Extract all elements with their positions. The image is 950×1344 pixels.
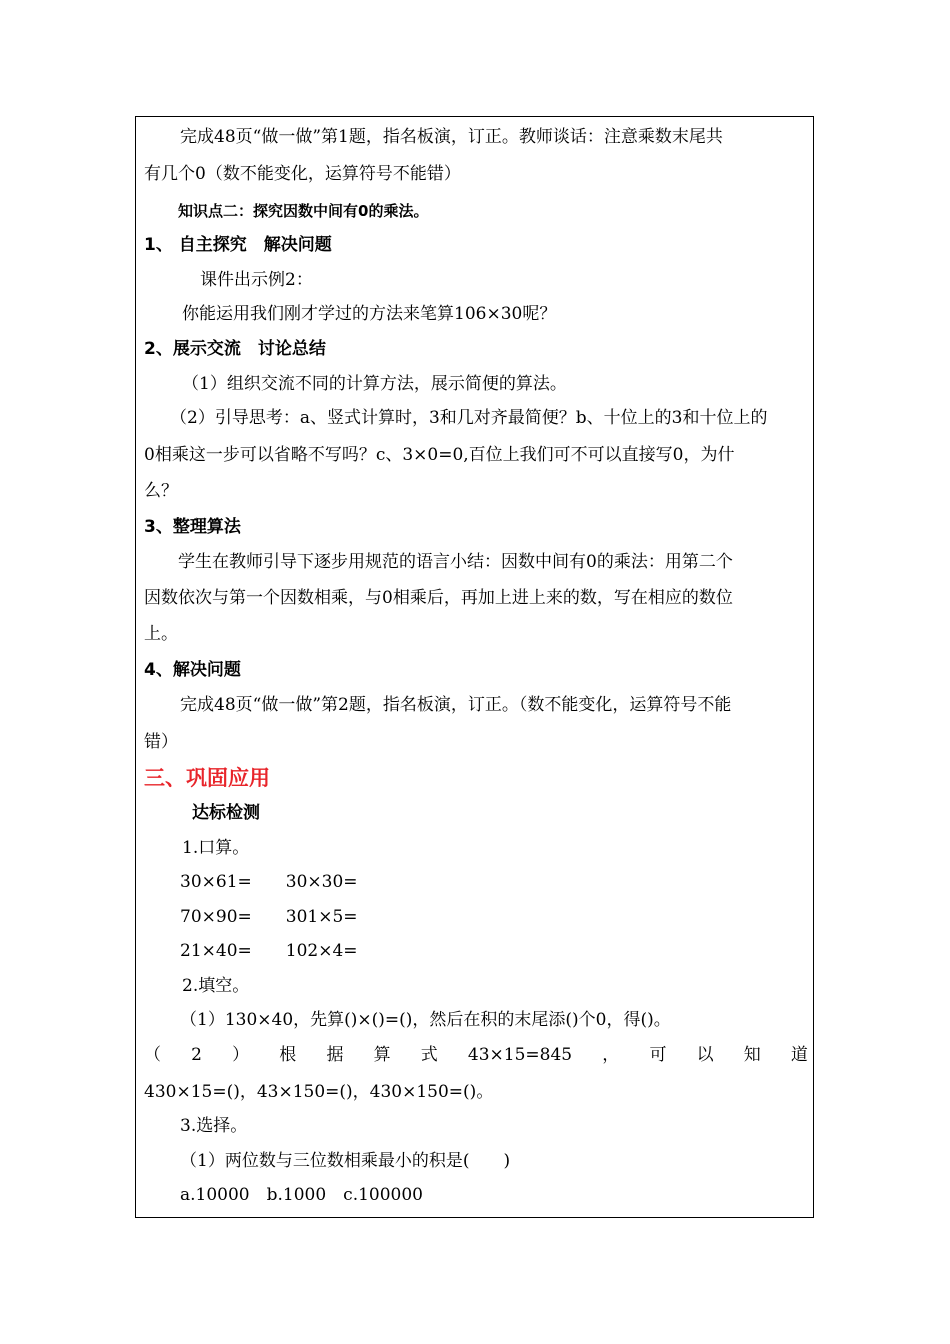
paragraph-line: 有几个0（数不能变化，运算符号不能错） [144,164,461,184]
justified-token: ， [602,1045,620,1065]
justified-token: 以 [696,1045,714,1065]
choice-options: a.10000 b.1000 c.100000 [180,1185,423,1205]
justified-token: 43×15=845 [467,1045,573,1065]
justified-token: 2 [191,1045,202,1065]
paragraph-line: （2）引导思考：a、竖式计算时，3和几对齐最简便？b、十位上的3和十位上的 [170,408,768,428]
justified-token: 算 [373,1045,391,1065]
justified-token: （ [144,1045,161,1065]
fill-blank-item: （1）130×40，先算()×()=()，然后在积的末尾添()个0，得()。 [180,1010,671,1030]
oral-calc-row: 21×40= 102×4= [180,941,358,961]
section-heading-4: 4、解决问题 [144,660,241,680]
choice-item: （1）两位数与三位数相乘最小的积是( ) [180,1151,511,1171]
paragraph-line: （1）组织交流不同的计算方法，展示简便的算法。 [182,374,567,394]
justified-token: 知 [743,1045,761,1065]
paragraph-line: 上。 [144,624,178,644]
justified-token: 式 [420,1045,438,1065]
section-heading-1: 1、 自主探究 解决问题 [144,235,332,255]
paragraph-line: 错） [144,732,178,752]
fill-blank-item-justified [144,1043,808,1067]
paragraph-line: 因数依次与第一个因数相乘，与0相乘后，再加上进上来的数，写在相应的数位 [144,588,733,608]
justified-token: 可 [649,1045,667,1065]
section-heading-3: 3、整理算法 [144,517,241,537]
paragraph-line: 完成48页“做一做”第2题，指名板演，订正。（数不能变化，运算符号不能 [180,695,732,715]
question-heading: 3.选择。 [180,1116,248,1136]
question-heading: 1.口算。 [182,838,250,858]
paragraph-line: 学生在教师引导下逐步用规范的语言小结：因数中间有0的乘法：用第二个 [178,552,733,572]
knowledge-point-heading: 知识点二：探究因数中间有0的乘法。 [178,202,429,220]
paragraph-line: 课件出示例2： [200,270,313,290]
paragraph-line: 完成48页“做一做”第1题，指名板演，订正。教师谈话：注意乘数末尾共 [180,127,723,147]
oral-calc-row: 30×61= 30×30= [180,872,358,892]
section-heading-2: 2、展示交流 讨论总结 [144,339,326,359]
paragraph-line: 你能运用我们刚才学过的方法来笔算106×30呢？ [182,304,557,324]
fill-blank-item: 430×15=()，43×150=()，430×150=()。 [144,1082,494,1102]
sub-title: 达标检测 [192,803,260,823]
justified-token: 道 [790,1045,808,1065]
justified-token: ） [232,1045,250,1065]
justified-token: 根 [279,1045,297,1065]
section-title-consolidation: 三、巩固应用 [144,766,270,790]
paragraph-line: 0相乘这一步可以省略不写吗？c、3×0=0,百位上我们可不可以直接写0，为什 [144,445,735,465]
justified-token: 据 [326,1045,344,1065]
paragraph-line: 么？ [144,481,178,501]
oral-calc-row: 70×90= 301×5= [180,907,358,927]
question-heading: 2.填空。 [182,976,250,996]
